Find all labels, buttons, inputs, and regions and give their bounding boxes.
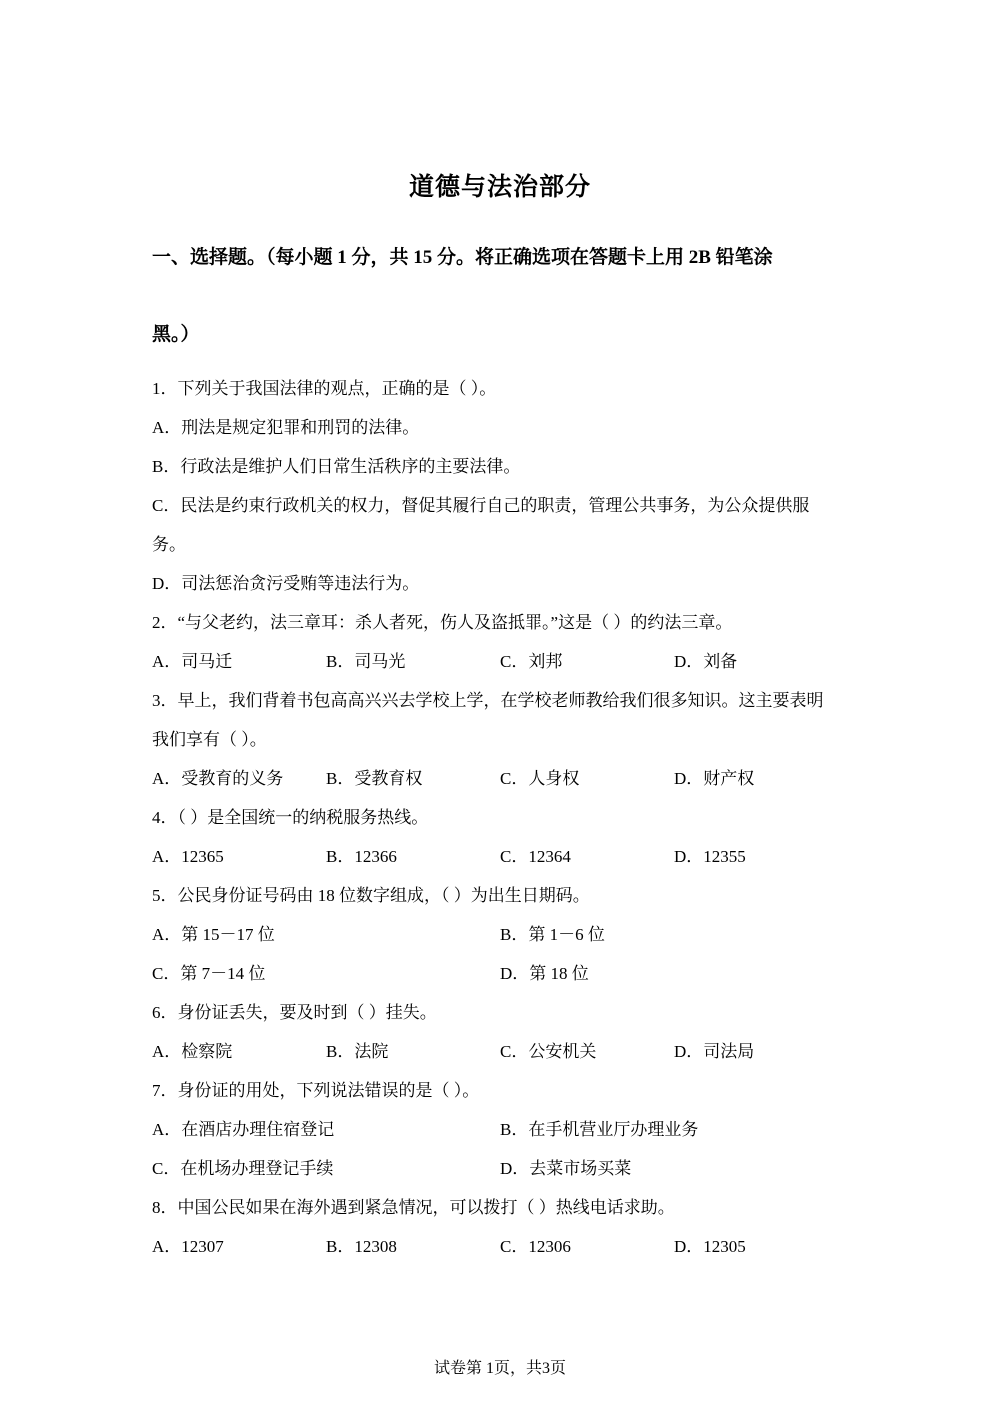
- question-6-option-b: B．法院: [326, 1042, 389, 1061]
- question-4-option-b: B．12366: [326, 847, 397, 866]
- question-8-option-b: B．12308: [326, 1237, 397, 1256]
- question-8-option-c: C．12306: [500, 1237, 571, 1256]
- question-5-option-c: C．第 7－14 位: [152, 964, 266, 983]
- question-6-option-d: D．司法局: [674, 1042, 755, 1061]
- question-3-stem: 3．早上，我们背着书包高高兴兴去学校上学，在学校老师教给我们很多知识。这主要表明: [152, 691, 824, 710]
- question-4-stem: 4．（ ）是全国统一的纳税服务热线。: [152, 808, 429, 827]
- question-3-option-b: B．受教育权: [326, 769, 423, 788]
- question-1-option-c: C．民法是约束行政机关的权力，督促其履行自己的职责，管理公共事务，为公众提供服: [152, 496, 810, 515]
- question-7-option-b: B．在手机营业厅办理业务: [500, 1120, 699, 1139]
- question-3-option-a: A．受教育的义务: [152, 769, 284, 788]
- page-footer: 试卷第 1页，共3页: [433, 1360, 566, 1377]
- question-1-option-d: D．司法惩治贪污受贿等违法行为。: [152, 574, 420, 593]
- question-1-option-c-cont: 务。: [152, 535, 186, 554]
- question-7-option-d: D．去菜市场买菜: [500, 1159, 632, 1178]
- question-8-option-a: A．12307: [152, 1237, 224, 1256]
- question-2-option-a: A．司马迁: [152, 652, 233, 671]
- question-5-option-a: A．第 15－17 位: [152, 925, 275, 944]
- question-1-option-b: B．行政法是维护人们日常生活秩序的主要法律。: [152, 457, 521, 476]
- question-1-option-a: A．刑法是规定犯罪和刑罚的法律。: [152, 418, 420, 437]
- question-7-option-c: C．在机场办理登记手续: [152, 1159, 334, 1178]
- question-6-option-a: A．检察院: [152, 1042, 233, 1061]
- page-title: 道德与法治部分: [408, 174, 591, 201]
- question-3-option-c: C．人身权: [500, 769, 580, 788]
- question-8-option-d: D．12305: [674, 1237, 746, 1256]
- question-2-option-b: B．司马光: [326, 652, 406, 671]
- question-4-option-c: C．12364: [500, 847, 571, 866]
- question-5-stem: 5．公民身份证号码由 18 位数字组成，（ ）为出生日期码。: [152, 886, 590, 905]
- question-3-option-d: D．财产权: [674, 769, 755, 788]
- question-2-option-c: C．刘邦: [500, 652, 563, 671]
- question-1-stem: 1．下列关于我国法律的观点，正确的是（ ）。: [152, 379, 497, 398]
- section-heading-line1: 一、选择题。（每小题 1 分，共 15 分。将正确选项在答题卡上用 2B 铅笔涂: [152, 247, 773, 268]
- question-3-stem-cont: 我们享有（ ）。: [152, 730, 267, 749]
- question-4-option-d: D．12355: [674, 847, 746, 866]
- question-4-option-a: A．12365: [152, 847, 224, 866]
- question-6-option-c: C．公安机关: [500, 1042, 597, 1061]
- question-2-option-d: D．刘备: [674, 652, 738, 671]
- question-7-stem: 7．身份证的用处，下列说法错误的是（ ）。: [152, 1081, 480, 1100]
- question-6-stem: 6．身份证丢失，要及时到（ ）挂失。: [152, 1003, 437, 1022]
- section-heading-line2: 黑。）: [152, 324, 200, 345]
- question-5-option-d: D．第 18 位: [500, 964, 589, 983]
- question-8-stem: 8．中国公民如果在海外遇到紧急情况，可以拨打（ ）热线电话求助。: [152, 1198, 675, 1217]
- question-2-stem: 2．“与父老约，法三章耳：杀人者死，伤人及盗抵罪。”这是（ ）的约法三章。: [152, 613, 733, 632]
- question-7-option-a: A．在酒店办理住宿登记: [152, 1120, 335, 1139]
- question-5-option-b: B．第 1－6 位: [500, 925, 605, 944]
